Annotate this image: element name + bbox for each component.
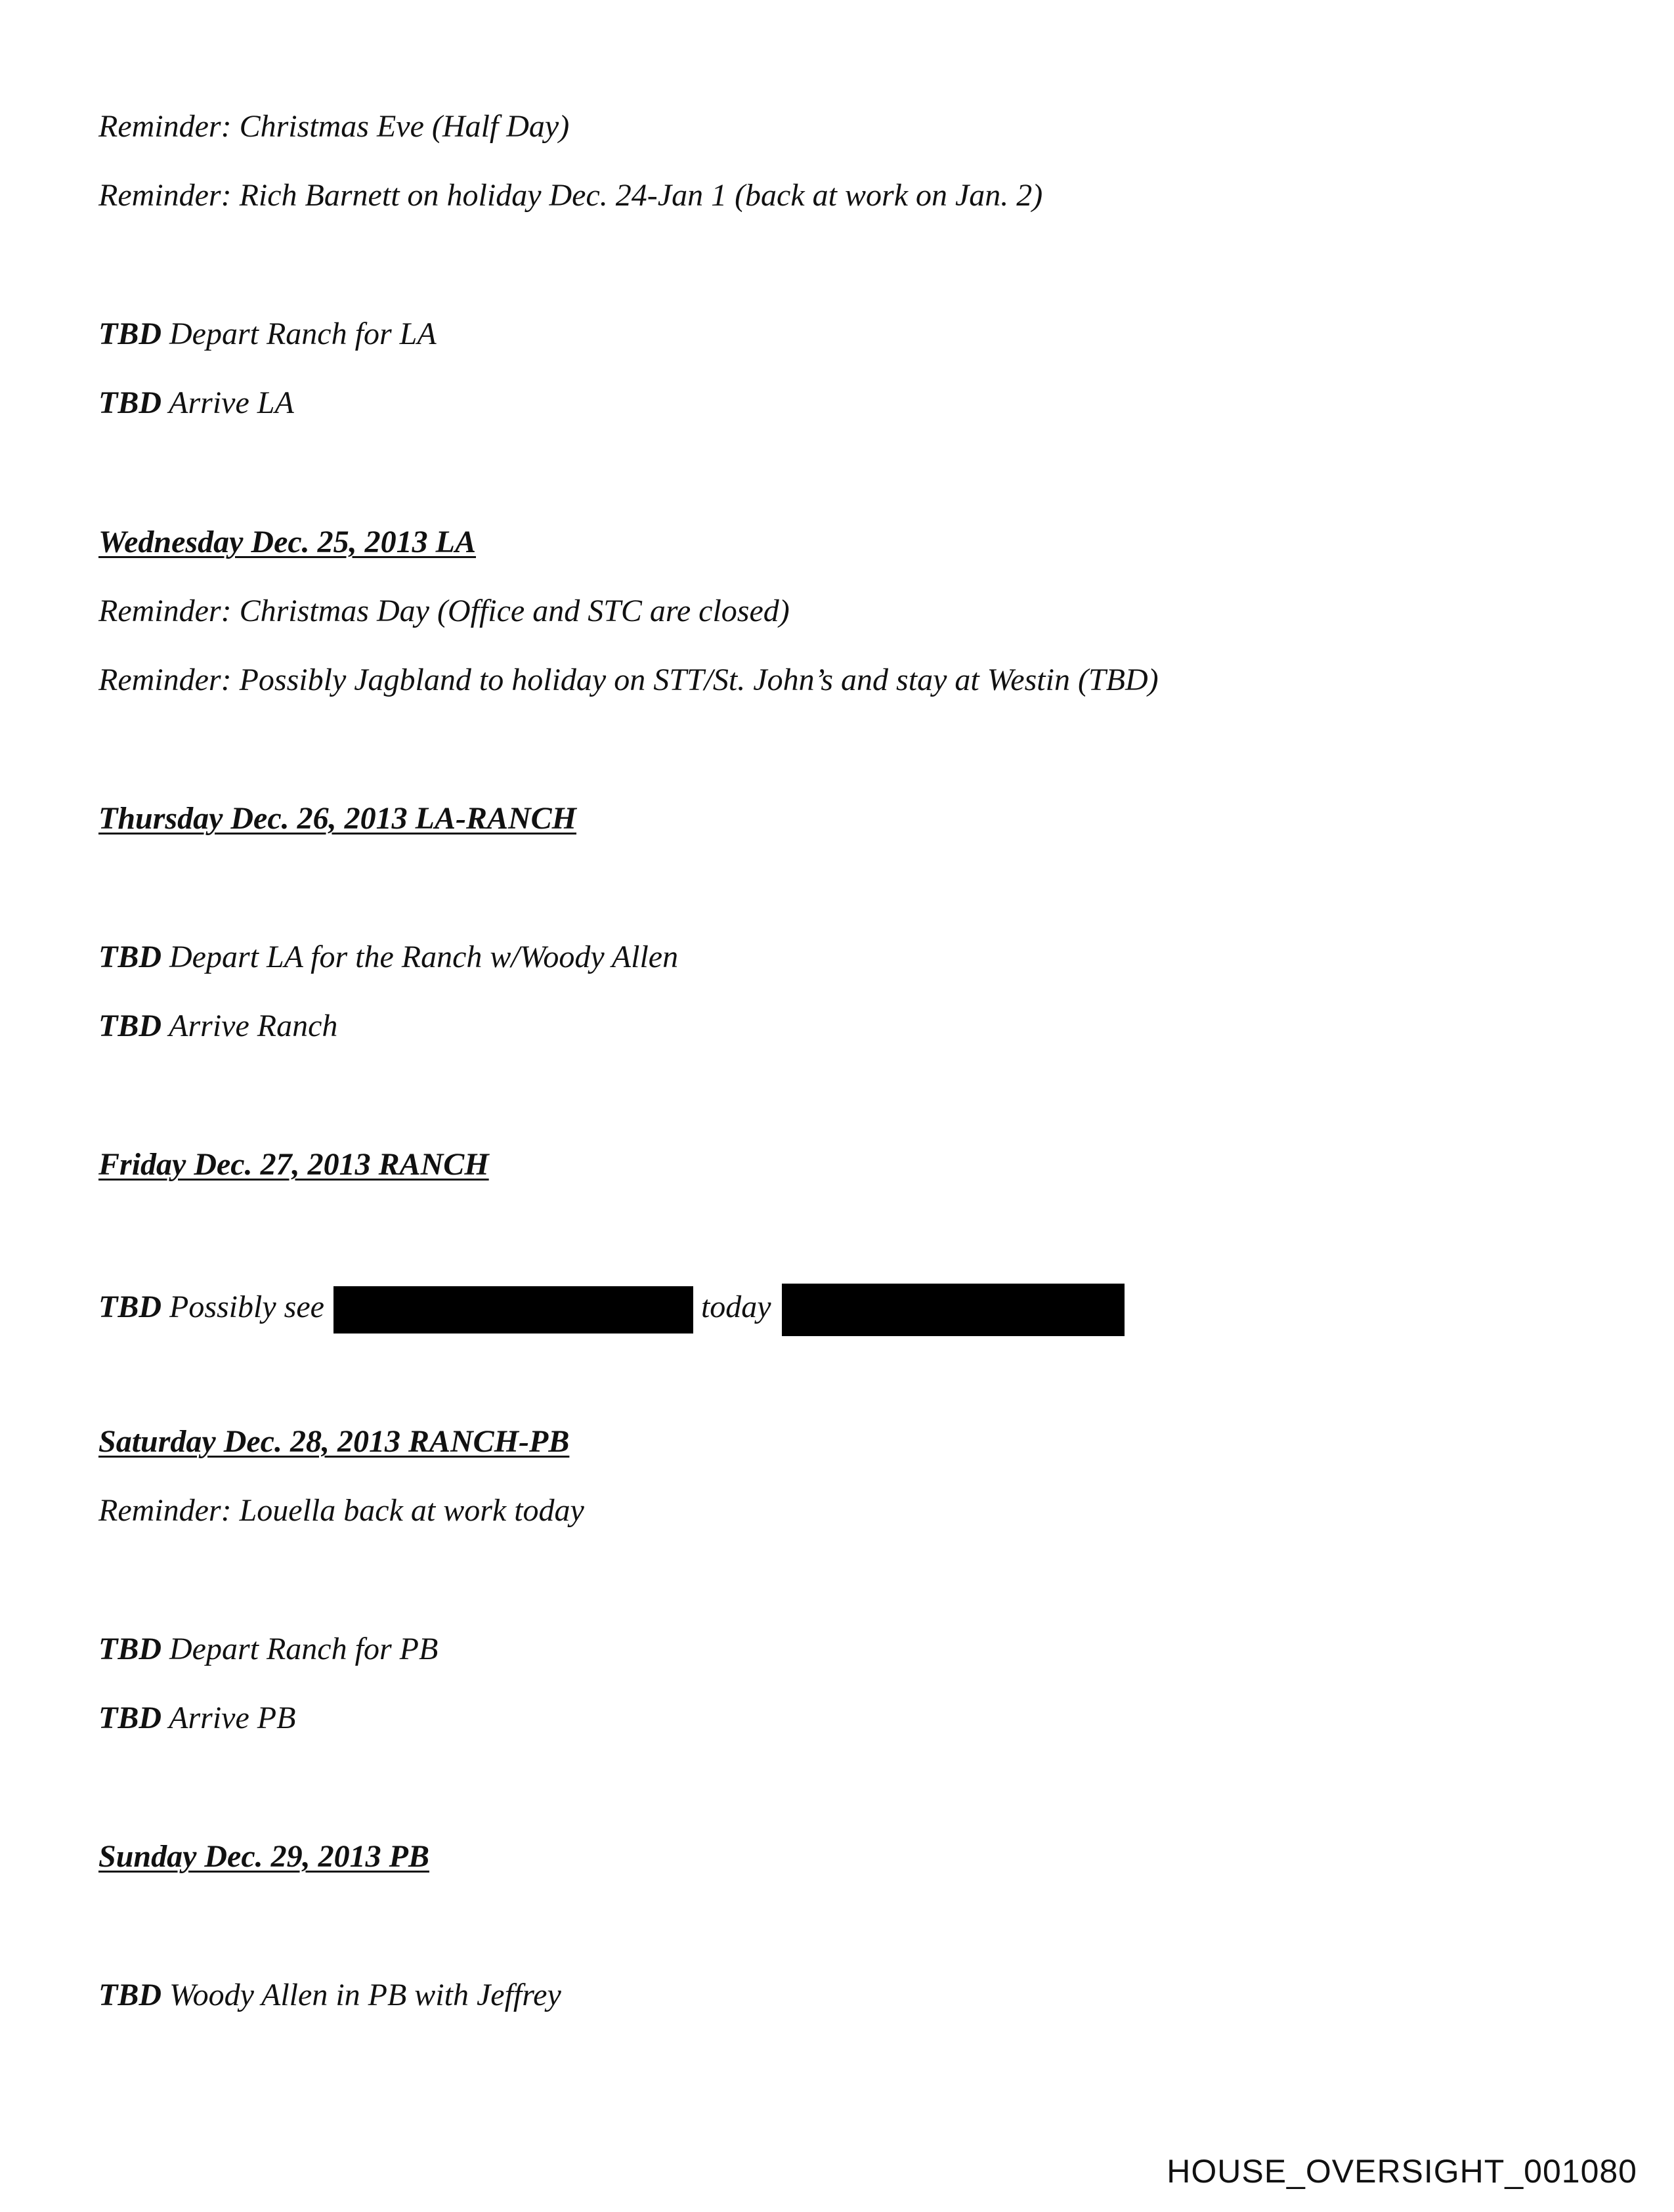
reminder-jagbland: Reminder: Possibly Jagbland to holiday on STT/St. John’s and stay at Westin (TBD) [98, 662, 1159, 697]
redaction-box [333, 1286, 693, 1334]
tbd-label: TBD [98, 385, 161, 420]
reminder-christmas-day: Reminder: Christmas Day (Office and STC are closed) [98, 594, 790, 628]
schedule-item-text: Depart Ranch for PB [169, 1632, 439, 1666]
day-heading-dec-29: Sunday Dec. 29, 2013 PB [98, 1839, 429, 1874]
tbd-label: TBD [98, 1290, 161, 1325]
schedule-item-depart-ranch-pb [98, 1630, 438, 1669]
schedule-item-text: Arrive PB [169, 1701, 296, 1735]
schedule-item-possibly-see [98, 1284, 1125, 1336]
schedule-item-text: Arrive LA [169, 385, 294, 420]
schedule-item-text: Woody Allen in PB with Jeffrey [169, 1978, 561, 2012]
schedule-item-arrive-pb [98, 1699, 295, 1738]
tbd-label: TBD [98, 1008, 161, 1043]
tbd-label: TBD [98, 1632, 161, 1666]
day-heading-dec-26: Thursday Dec. 26, 2013 LA-RANCH [98, 801, 577, 836]
tbd-label: TBD [98, 1701, 161, 1735]
schedule-item-arrive-ranch [98, 1007, 337, 1046]
bates-number: HOUSE_OVERSIGHT_001080 [1167, 2153, 1637, 2190]
schedule-item-depart-la-ranch [98, 938, 678, 977]
tbd-label: TBD [98, 1978, 161, 2012]
tbd-label: TBD [98, 316, 161, 351]
reminder-christmas-eve: Reminder: Christmas Eve (Half Day) [98, 109, 570, 144]
day-heading-dec-28: Saturday Dec. 28, 2013 RANCH-PB [98, 1424, 570, 1459]
schedule-item-text: Depart LA for the Ranch w/Woody Allen [169, 940, 679, 974]
schedule-item-depart-ranch-la [98, 314, 437, 354]
schedule-item-arrive-la [98, 383, 294, 423]
schedule-item-text: Depart Ranch for LA [169, 316, 437, 351]
reminder-louella: Reminder: Louella back at work today [98, 1493, 584, 1528]
schedule-item-text-today: today [700, 1290, 771, 1325]
schedule-item-woody-allen-pb [98, 1976, 561, 2015]
schedule-item-text: Possibly see [169, 1290, 324, 1325]
schedule-item-text: Arrive Ranch [169, 1008, 338, 1043]
tbd-label: TBD [98, 940, 161, 974]
reminder-rich-barnett: Reminder: Rich Barnett on holiday Dec. 24-Jan 1 (back at work on Jan. 2) [98, 178, 1043, 213]
day-heading-dec-27: Friday Dec. 27, 2013 RANCH [98, 1147, 489, 1182]
day-heading-dec-25: Wednesday Dec. 25, 2013 LA [98, 525, 477, 559]
redaction-box [782, 1284, 1125, 1336]
